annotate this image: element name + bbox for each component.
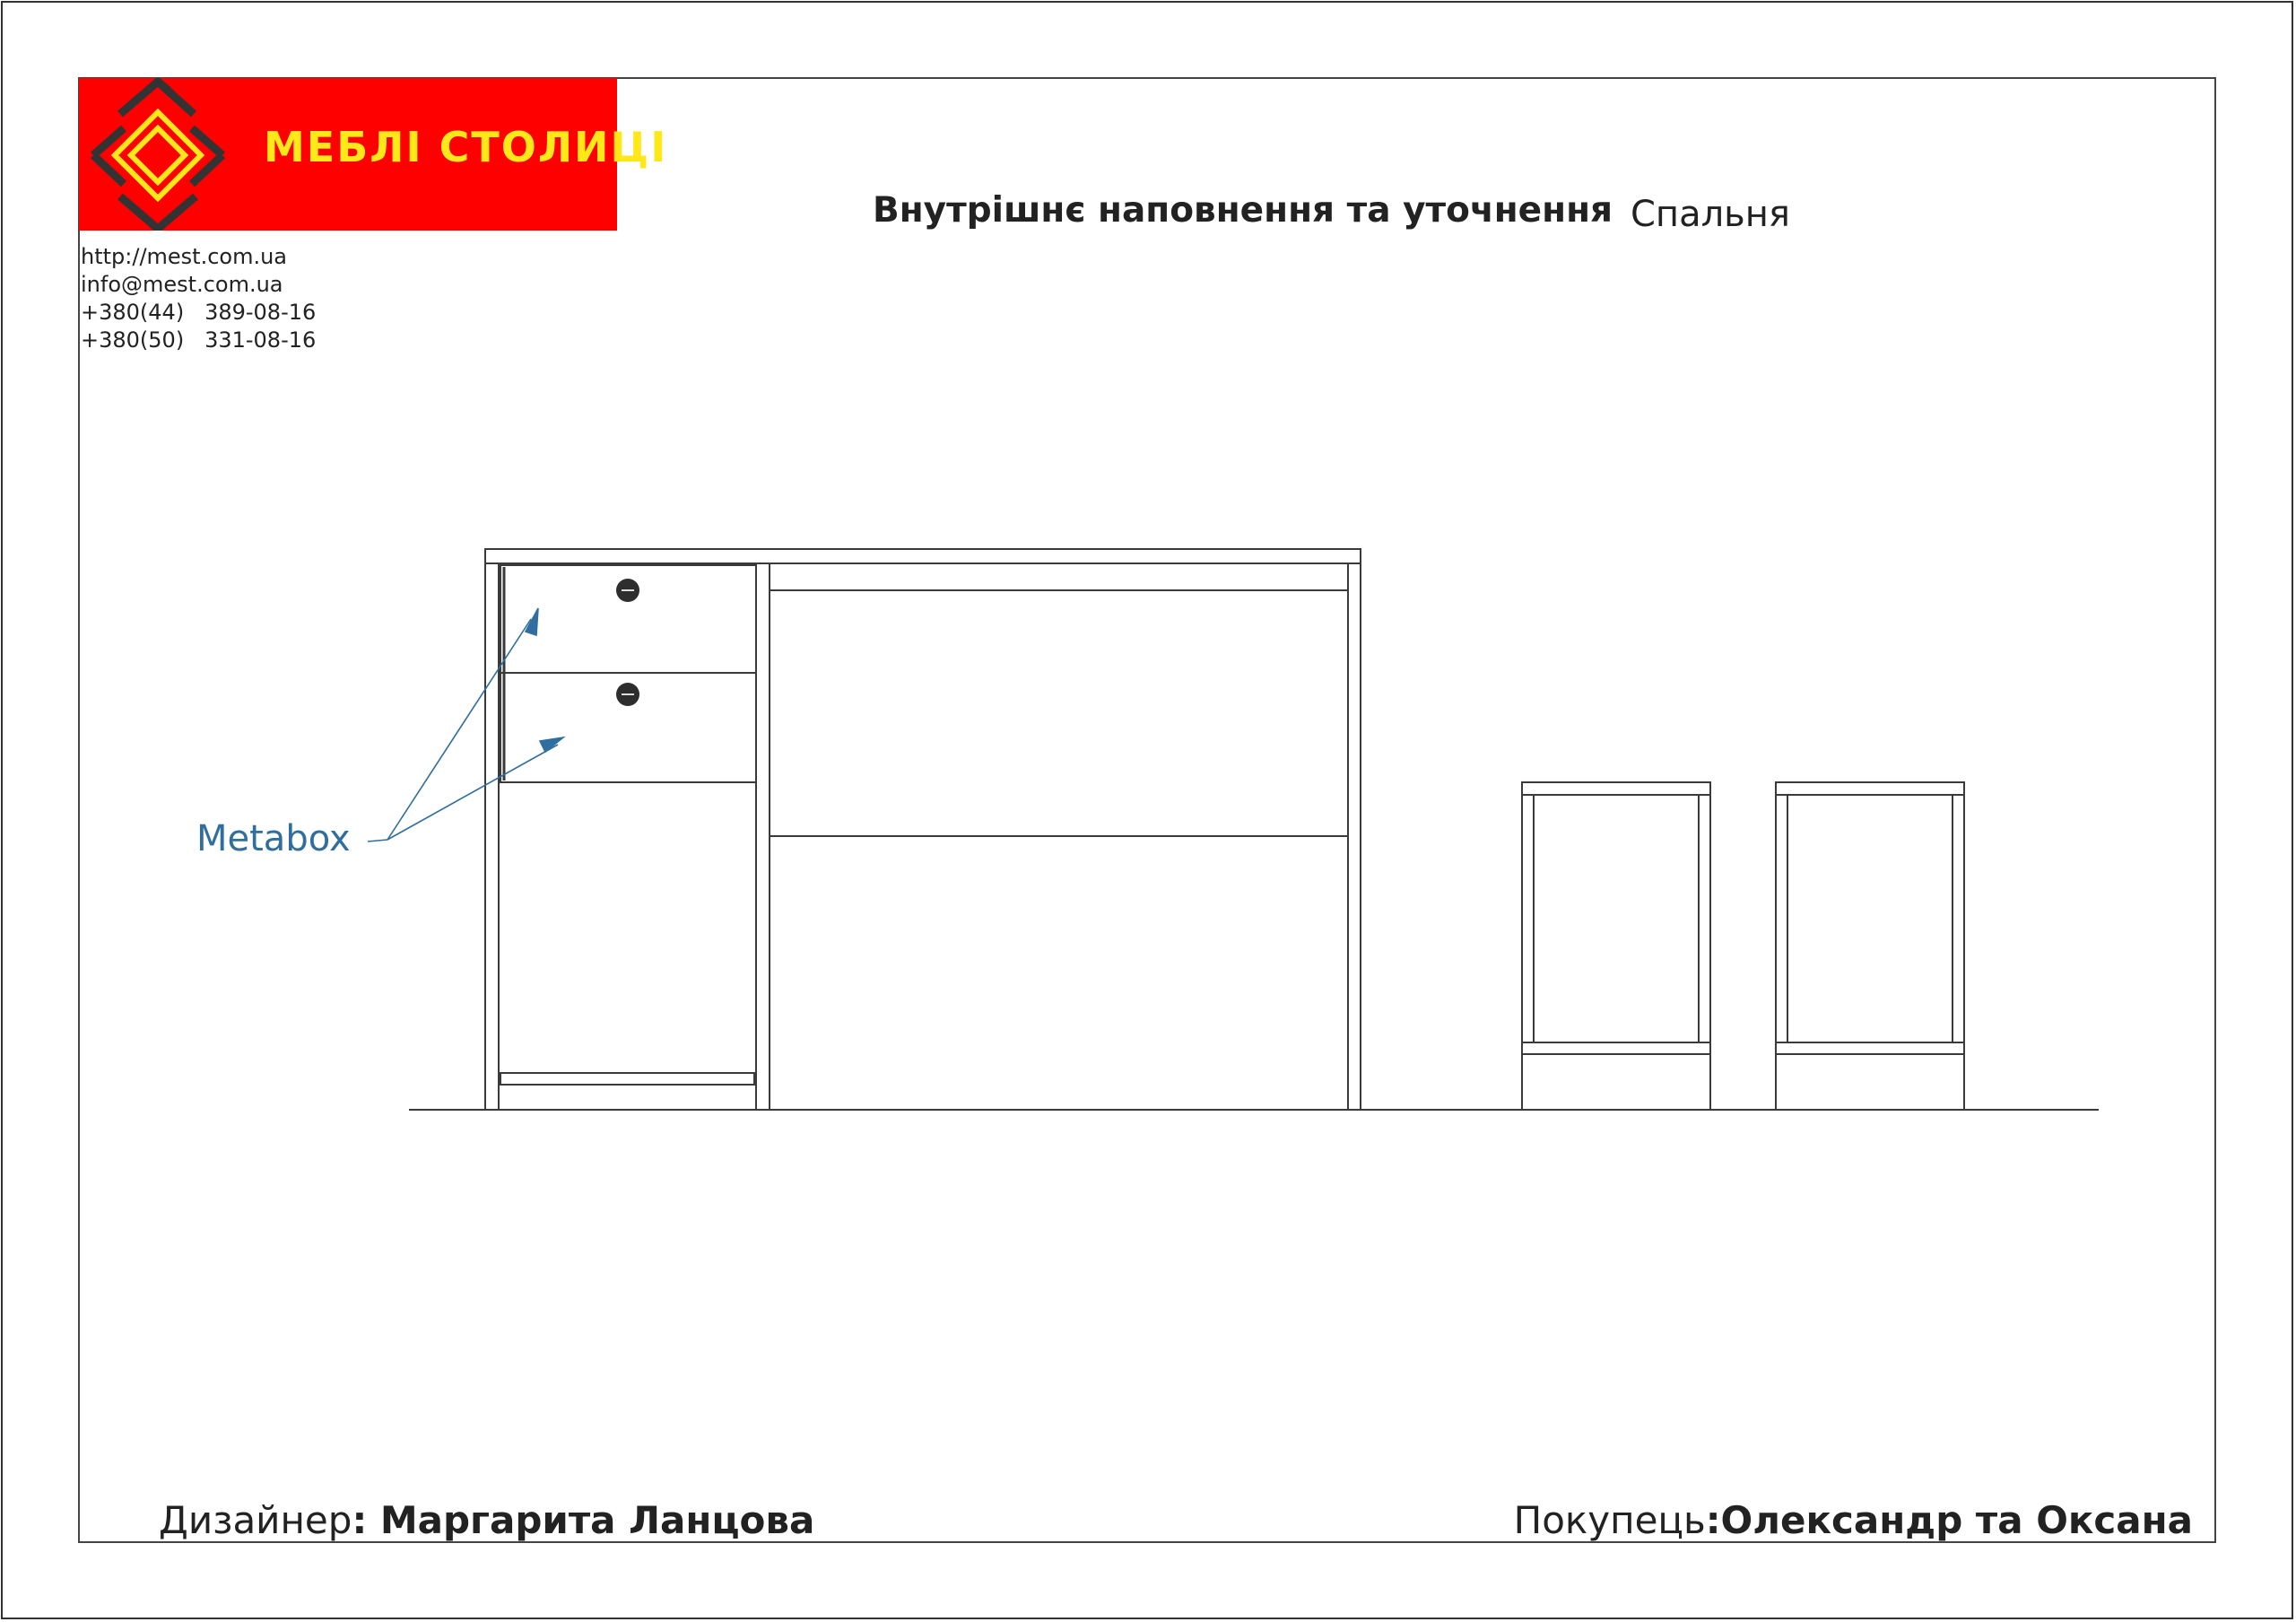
customer-credit — [1514, 1498, 2193, 1542]
room-label: Спальня — [1631, 194, 1790, 235]
arrowhead-top — [526, 608, 538, 635]
designer-label: Дизайнер — [159, 1498, 352, 1542]
drawer-knob-middle — [616, 683, 639, 706]
arrowhead-middle — [540, 737, 563, 752]
designer-credit — [159, 1498, 814, 1542]
metabox-callout — [368, 608, 563, 842]
phone-2: +380(50) 331-08-16 — [81, 327, 317, 353]
customer-name: :Олександр та Оксана — [1705, 1498, 2193, 1542]
desk-top — [485, 549, 1361, 563]
drawer-knob-top — [616, 579, 639, 602]
bedside-table-right — [1776, 782, 1964, 1110]
pedestal-plinth — [500, 1073, 754, 1085]
designer-name: : Маргарита Ланцова — [352, 1498, 815, 1542]
desk — [485, 549, 1361, 1110]
customer-label: Покупець — [1513, 1498, 1706, 1542]
metabox-label: Metabox — [196, 818, 351, 859]
brand-name: МЕБЛІ СТОЛИЦІ — [264, 123, 668, 171]
email-link[interactable]: info@mest.com.ua — [81, 272, 283, 297]
page-title: Внутрішнє наповнення та уточнення — [873, 190, 1613, 231]
phone-1: +380(44) 389-08-16 — [81, 300, 317, 325]
bedside-table-left — [1522, 782, 1710, 1110]
website-link[interactable]: http://mest.com.ua — [81, 244, 288, 269]
knee-panel — [770, 563, 1348, 590]
